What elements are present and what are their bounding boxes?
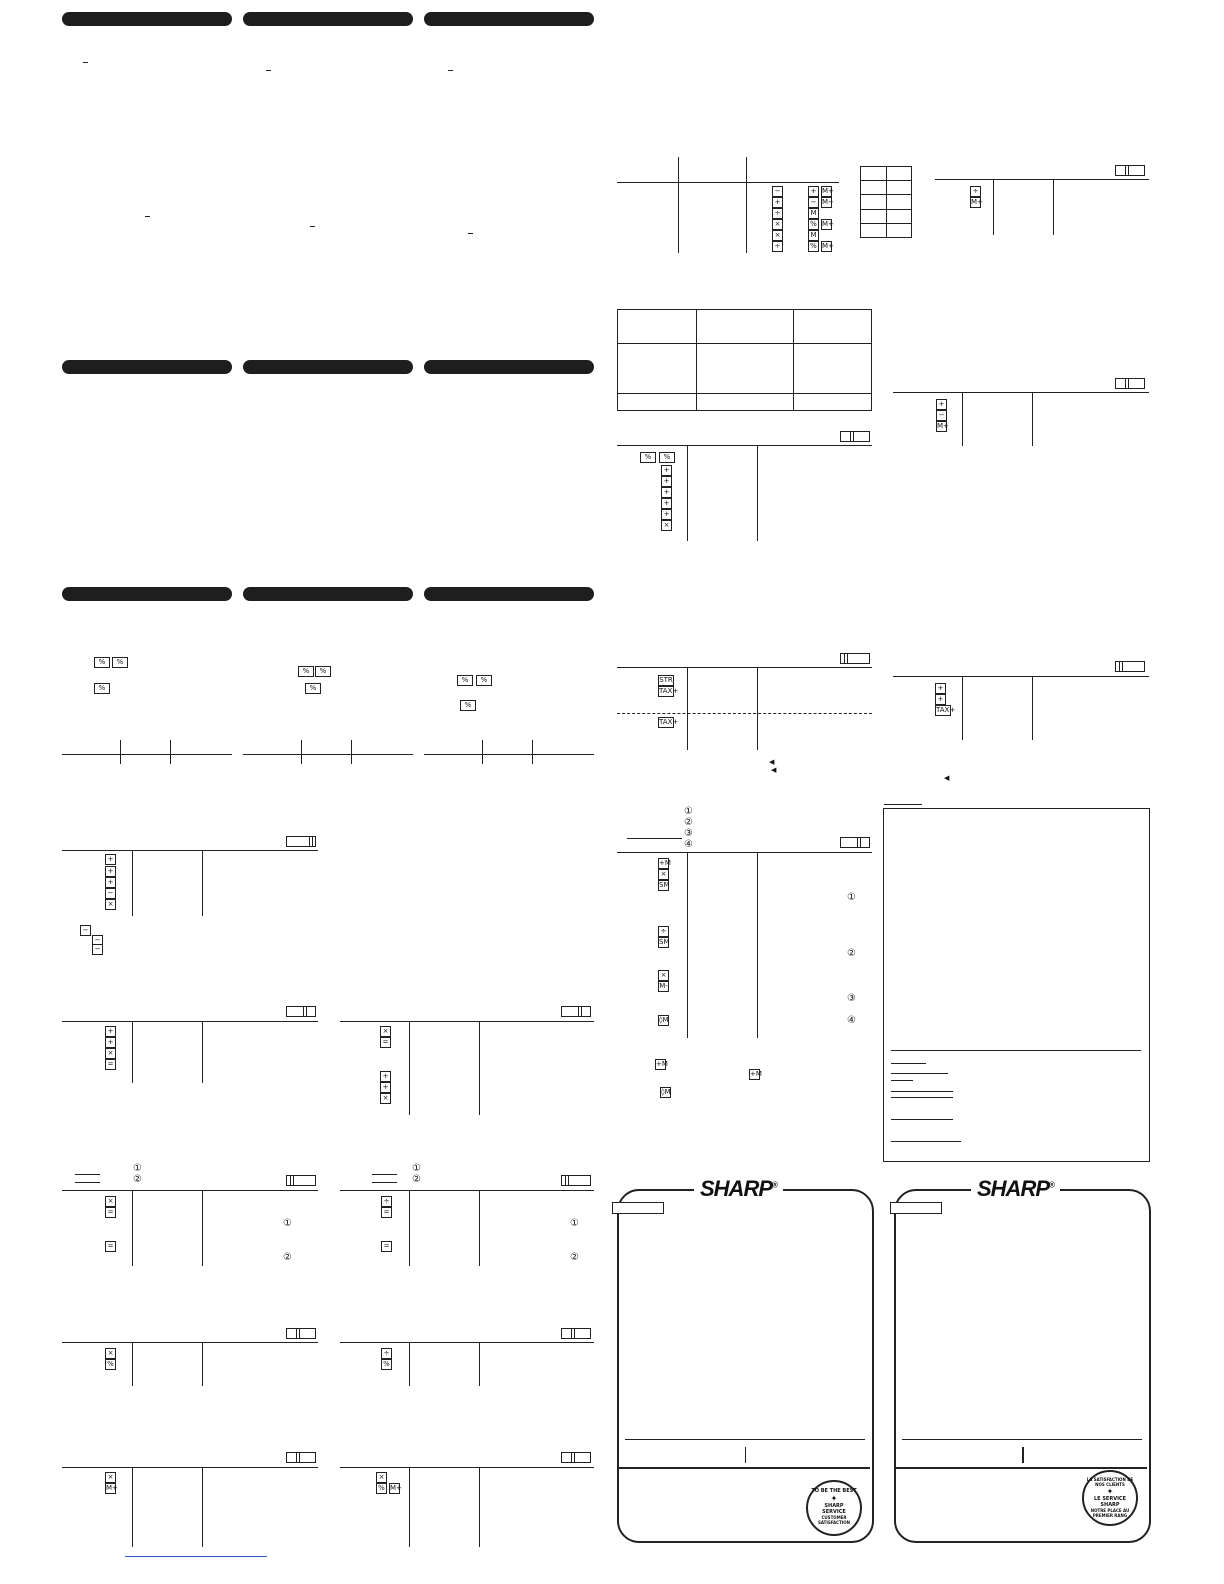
example-rule [617,667,872,668]
example-rule [62,1190,318,1191]
plus-key-icon: + [772,197,783,208]
decimal-key-icon: % [476,675,492,686]
marker-one: ① [684,806,693,817]
marker-two: ② [847,948,856,959]
gt-plus-key-icon: +M [656,1060,668,1068]
example-column-divider [962,676,963,740]
overbar-mark [266,70,271,71]
memory-recall-key-icon: ◊M [661,1088,671,1096]
table-rule [62,754,232,755]
store-key-icon: STR [659,676,673,684]
example-column-divider [962,392,963,446]
plus-key-icon: + [105,1026,116,1037]
divide-key-icon: ÷ [772,241,783,252]
example-column-divider [1032,392,1033,446]
dashed-separator [617,713,872,714]
overbar-mark [83,62,88,63]
marker-one: ① [847,892,856,903]
gt-plus-key-icon: +M [659,859,671,867]
example-rule [893,676,1149,677]
example-column-divider [479,1021,480,1115]
marker-two: ② [133,1174,142,1185]
mode-switch-icon [286,1328,316,1339]
tax-plus-key-icon: TAX+ [659,718,679,726]
divide-key-icon: ÷ [658,926,669,937]
example-column-divider [1053,179,1054,235]
customer-satisfaction-seal: TO BE THE BEST ✦ SHARP SERVICE CUSTOMER SATISFACTION [806,1480,862,1536]
minus-key-icon: − [808,197,819,208]
sharp-logo: SHARP® [694,1176,783,1202]
example-column-divider [132,1342,133,1386]
section-header-bar [424,587,594,601]
plus-key-icon: + [105,854,116,865]
times-key-icon: × [105,1048,116,1059]
short-rule [372,1174,397,1175]
decimal-key-icon: % [659,452,675,463]
overbar-mark [145,216,150,217]
short-rule [891,1073,948,1074]
card-rule [619,1467,870,1469]
section-header-bar [243,12,413,26]
times-key-icon: × [658,869,669,880]
table-divider [793,309,794,411]
marker-two: ② [684,817,693,828]
plus-key-icon: + [661,465,672,476]
mode-switch-icon [561,1175,591,1186]
decimal-key-icon: % [94,683,110,694]
mode-switch-icon [1115,661,1145,672]
section-header-bar [243,587,413,601]
table-divider [351,740,352,764]
mode-switch-icon [286,1452,316,1463]
example-rule [62,1021,318,1022]
marker-four: ④ [684,839,693,850]
example-column-divider [993,179,994,235]
plus-key-icon: + [105,877,116,888]
divide-key-icon: ÷ [381,1348,392,1359]
marker-two: ② [412,1174,421,1185]
mplus-key-icon: M+ [390,1484,402,1492]
example-rule [62,1467,318,1468]
example-column-divider [202,1021,203,1083]
mode-switch-icon [840,431,870,442]
percent-key-icon: % [381,1359,392,1370]
decimal-key-icon: % [298,666,314,677]
times-key-icon: × [105,1348,116,1359]
short-rule [75,1182,100,1183]
times-key-icon: × [105,899,116,910]
arrow-icon: ◀ [944,775,950,782]
mplus-key-icon: M+ [822,187,834,195]
sub-memory-key-icon: SM [659,881,670,889]
percent-key-icon: % [105,1359,116,1370]
notice-rule [891,1050,1141,1051]
card-rule [625,1439,865,1440]
notice-heading-underline [884,804,922,805]
plus-key-icon: + [105,1037,116,1048]
arrow-icon: ◀ [769,759,775,766]
plus-key-icon: + [380,1082,391,1093]
example-column-divider [479,1467,480,1547]
example-column-divider [202,1467,203,1547]
table-divider [678,157,679,253]
marker-four: ④ [847,1015,856,1026]
marker-two: ② [570,1252,579,1263]
short-rule [891,1119,953,1120]
example-column-divider [757,667,758,750]
decimal-key-icon: % [305,683,321,694]
example-column-divider [409,1342,410,1386]
table-divider [301,740,302,764]
example-column-divider [202,1190,203,1266]
plus-key-icon: + [661,498,672,509]
minus-key-icon: − [936,410,947,421]
equals-key-icon: = [380,1037,391,1048]
example-rule [62,850,318,851]
plus-key-icon: + [936,399,947,410]
example-column-divider [479,1190,480,1266]
equals-key-icon: = [105,1059,116,1070]
example-column-divider [409,1190,410,1266]
times-key-icon: × [380,1026,391,1037]
table-rule [617,343,871,344]
equals-key-icon: = [105,1241,116,1252]
percent-key-icon: % [808,219,819,230]
section-header-bar [243,360,413,374]
tax-plus-key-icon: TAX+ [936,706,956,714]
marker-three: ③ [847,993,856,1004]
overbar-mark [448,70,453,71]
customer-satisfaction-seal: LA SATISFACTION DE NOS CLIENTS ✦ LE SERVICE SHARP NOTRE PLACE AU PREMIER RANG [1082,1470,1138,1526]
example-rule [617,852,872,853]
overbar-mark [468,233,473,234]
marker-one: ① [570,1218,579,1229]
example-column-divider [202,1342,203,1386]
marker-one: ① [283,1218,292,1229]
minus-key-icon: − [92,944,103,955]
section-header-bar [424,360,594,374]
short-rule [891,1141,961,1142]
short-rule [372,1182,397,1183]
table-divider [746,157,747,253]
short-rule [891,1080,913,1081]
table-divider [696,309,697,411]
sharp-logo: SHARP® [971,1176,1060,1202]
mode-switch-icon [286,1175,316,1186]
decimal-key-icon: % [640,452,656,463]
example-rule [893,392,1149,393]
table-rule [424,754,594,755]
example-column-divider [757,852,758,1038]
section-header-bar [62,360,232,374]
maple-leaf-icon: ✦ [830,1494,838,1503]
card-rule [902,1439,1142,1440]
example-column-divider [687,852,688,1038]
example-column-divider [202,850,203,916]
section-header-bar [424,12,594,26]
equals-key-icon: = [381,1241,392,1252]
decimal-key-icon: % [94,657,110,668]
table-divider [170,740,171,764]
times-key-icon: × [658,970,669,981]
card-divider [1022,1447,1024,1463]
gt-plus-key-icon: +M [750,1070,762,1078]
mminus-key-icon: M− [822,198,834,206]
tax-plus-key-icon: TAX+ [659,687,679,695]
marker-three: ③ [684,828,693,839]
plus-key-icon: + [105,866,116,877]
plus-key-icon: + [380,1071,391,1082]
mplus-key-icon: M+ [822,220,834,228]
mplus-key-icon: M+ [822,242,834,250]
table-rule [243,754,413,755]
percent-key-icon: % [808,241,819,252]
table-divider [532,740,533,764]
arrow-icon: ◀ [771,767,777,774]
example-rule [340,1190,594,1191]
table-rule [617,393,871,394]
mode-switch-icon [840,837,870,848]
short-rule [891,1097,953,1098]
equals-key-icon: = [381,1207,392,1218]
link-underline[interactable] [125,1556,267,1557]
percent-key-icon: % [376,1483,387,1494]
card-label-tag [890,1202,942,1214]
minus-key-icon: − [772,186,783,197]
minus-key-icon: − [92,935,103,946]
mode-switch-icon [561,1006,591,1017]
sub-memory-key-icon: SM [659,938,670,946]
example-rule [62,1342,318,1343]
equals-key-icon: = [105,1207,116,1218]
bordered-table [617,309,872,411]
example-column-divider [1032,676,1033,740]
example-column-divider [687,667,688,750]
overbar-mark [310,226,315,227]
decimal-key-icon: % [112,657,128,668]
times-key-icon: × [380,1093,391,1104]
table-divider [482,740,483,764]
short-rule [891,1063,926,1064]
card-rule [896,1467,1147,1469]
decimal-key-icon: % [457,675,473,686]
short-rule [891,1091,953,1092]
section-header-bar [62,587,232,601]
divide-key-icon: ÷ [772,208,783,219]
times-key-icon: × [772,219,783,230]
short-rule [75,1174,100,1175]
marker-one: ① [412,1163,421,1174]
maple-leaf-icon: ✦ [1106,1487,1114,1496]
mode-switch-icon [561,1328,591,1339]
decimal-key-icon: % [460,700,476,711]
mode-switch-icon [286,1006,316,1017]
mplus-key-icon: M+ [937,422,949,430]
mplus-key-icon: M+ [971,198,983,206]
plus-key-icon: + [661,476,672,487]
times-key-icon: × [661,520,672,531]
clear-key-icon: − [80,925,91,936]
plus-key-icon: + [935,694,946,705]
example-rule [340,1467,594,1468]
plus-key-icon: + [935,683,946,694]
mode-switch-icon [286,836,316,847]
card-label-tag [612,1202,664,1214]
divide-key-icon: ÷ [381,1196,392,1207]
times-key-icon: × [772,230,783,241]
notice-box [883,808,1150,1162]
table-rule [617,182,839,183]
memory-recall-key-icon: M [808,208,819,219]
mode-switch-icon [1115,165,1145,176]
mode-switch-icon [840,653,870,664]
example-column-divider [409,1021,410,1115]
example-rule [340,1342,594,1343]
memory-recall-key-icon: M [808,230,819,241]
marker-one: ① [133,1163,142,1174]
mplus-key-icon: M+ [106,1484,118,1492]
plus-key-icon: + [808,186,819,197]
short-rule [627,838,682,839]
minus-key-icon: − [105,888,116,899]
example-rule [935,179,1149,180]
mode-switch-icon [561,1452,591,1463]
example-column-divider [687,445,688,541]
example-column-divider [132,1021,133,1083]
example-column-divider [132,1190,133,1266]
marker-two: ② [283,1252,292,1263]
times-key-icon: × [376,1472,387,1483]
card-divider [745,1447,746,1463]
plus-key-icon: + [661,487,672,498]
dm-key-icon: ◊M [659,1016,669,1024]
plus-key-icon: + [661,509,672,520]
example-column-divider [409,1467,410,1547]
section-header-bar [62,12,232,26]
divide-key-icon: ÷ [970,186,981,197]
gt-minus-key-icon: M- [659,982,668,990]
example-column-divider [479,1342,480,1386]
example-column-divider [132,850,133,916]
example-rule [617,445,872,446]
mode-switch-icon [1115,378,1145,389]
times-key-icon: × [105,1472,116,1483]
example-column-divider [132,1467,133,1547]
times-key-icon: × [105,1196,116,1207]
example-rule [340,1021,594,1022]
example-column-divider [757,445,758,541]
table-divider [120,740,121,764]
decimal-key-icon: % [315,666,331,677]
small-grid-table [860,166,912,238]
